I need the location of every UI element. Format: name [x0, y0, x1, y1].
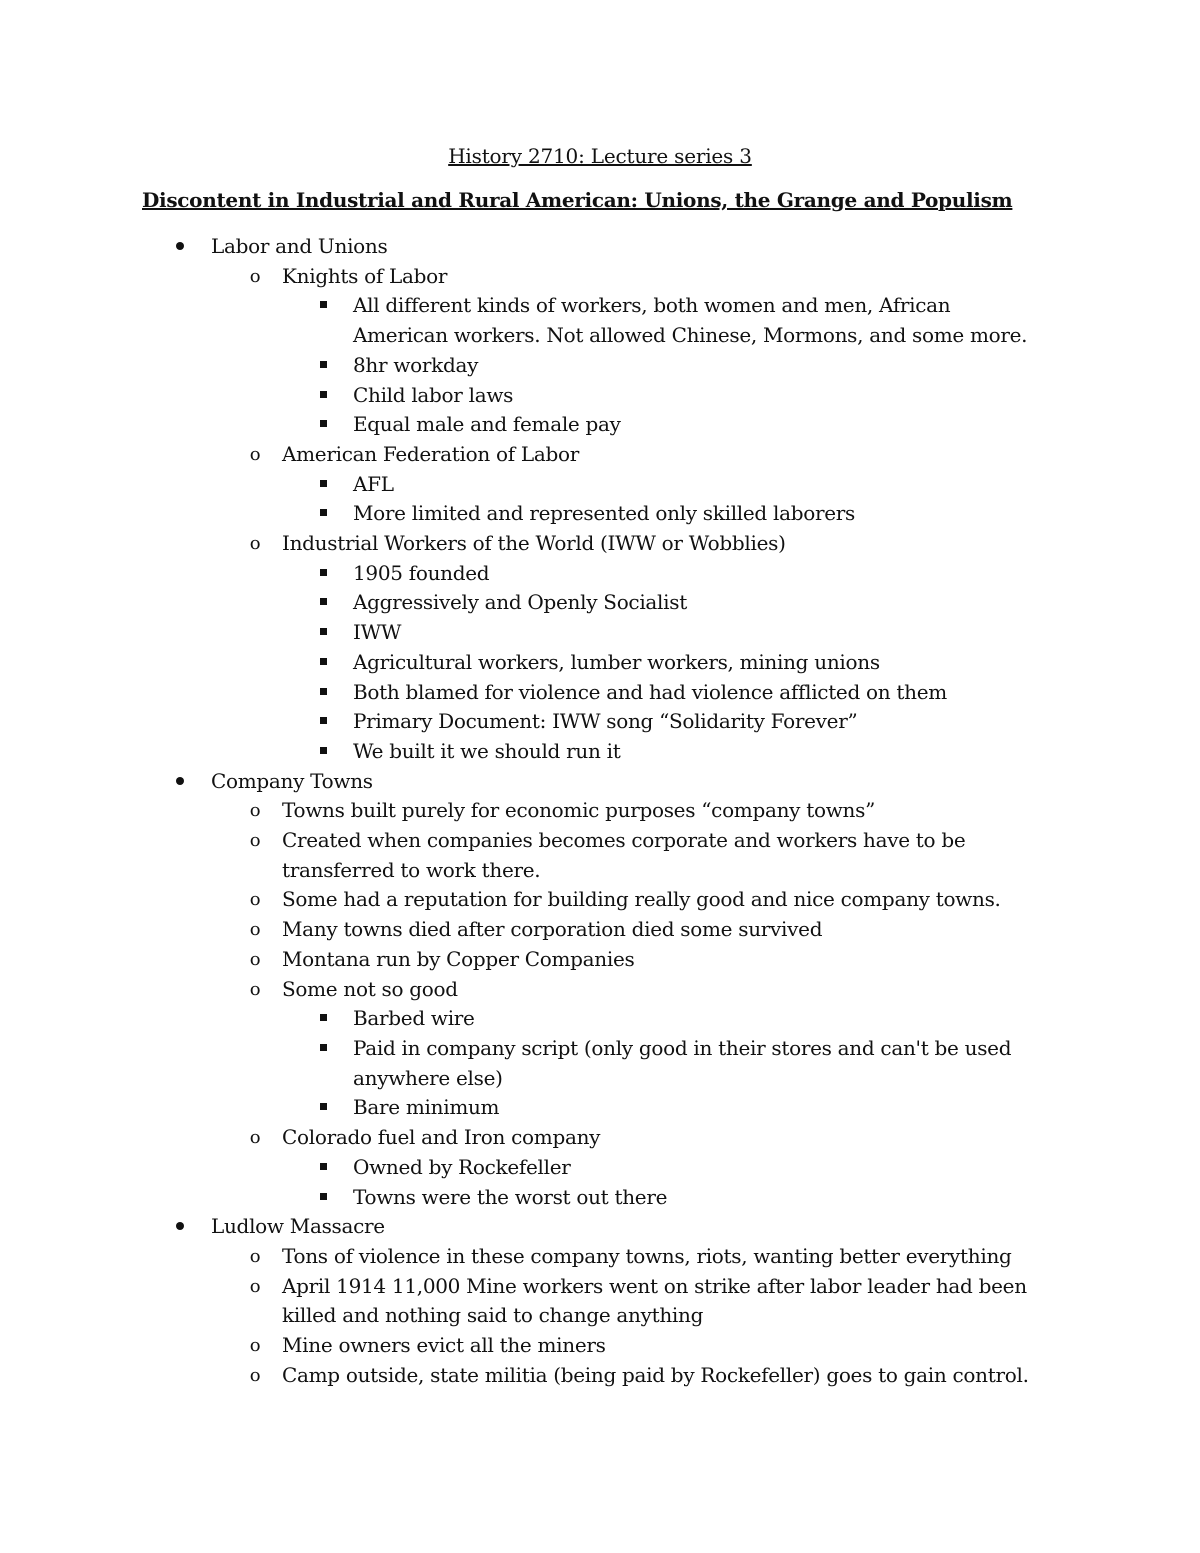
- outline-item-text: 8hr workday: [353, 352, 479, 377]
- bullet-square-icon: [315, 559, 331, 589]
- outline-point: [0, 291, 1043, 350]
- bullet-square-shape: [320, 420, 327, 427]
- outline-item-text: All different kinds of workers, both women and men, African American workers. Not allowed Chinese, Mormons, and some more.: [353, 293, 1028, 348]
- outline-item-text: Child labor laws: [353, 382, 514, 407]
- outline-item-text: Aggressively and Openly Socialist: [353, 590, 687, 615]
- outline-subtopic: [0, 1272, 1082, 1331]
- outline-item-text: Montana run by Copper Companies: [282, 946, 635, 971]
- bullet-square-icon: [315, 1004, 331, 1034]
- bullet-square-icon: [315, 588, 331, 618]
- bullet-square-shape: [320, 391, 327, 398]
- bullet-dot-shape: [176, 1222, 184, 1230]
- outline-subtopic: [0, 945, 1082, 975]
- bullet-circle-icon: o: [249, 1335, 261, 1357]
- bullet-square-shape: [320, 301, 327, 308]
- document-title: History 2710: Lecture series 3: [448, 144, 752, 168]
- outline-topic: [0, 767, 1200, 797]
- bullet-square-icon: [315, 470, 331, 500]
- outline-subtopic: [0, 975, 1082, 1005]
- outline-item-text: Some not so good: [282, 976, 458, 1001]
- outline-item-text: Ludlow Massacre: [211, 1214, 385, 1239]
- bullet-square-shape: [320, 628, 327, 635]
- outline-point: [0, 707, 1043, 737]
- outline-point: [0, 1034, 1043, 1093]
- bullet-square-icon: [315, 351, 331, 381]
- outline-item-text: Mine owners evict all the miners: [282, 1333, 606, 1358]
- bullet-circle-icon: o: [249, 830, 261, 852]
- bullet-square-shape: [320, 598, 327, 605]
- bullet-square-shape: [320, 688, 327, 695]
- bullet-circle-icon: o: [249, 533, 261, 555]
- bullet-square-shape: [320, 569, 327, 576]
- outline-item-text: Owned by Rockefeller: [353, 1154, 571, 1179]
- bullet-square-shape: [320, 1014, 327, 1021]
- outline-subtopic: [0, 440, 1082, 470]
- outline-point: [0, 737, 1043, 767]
- document-subtitle: Discontent in Industrial and Rural American: Unions, the Grange and Populism: [142, 188, 1013, 212]
- bullet-square-icon: [315, 1093, 331, 1123]
- bullet-square-shape: [320, 1193, 327, 1200]
- outline-point: [0, 499, 1043, 529]
- bullet-square-icon: [315, 1183, 331, 1213]
- bullet-circle-icon: o: [249, 1275, 261, 1297]
- bullet-square-shape: [320, 361, 327, 368]
- outline-item-text: Bare minimum: [353, 1095, 500, 1120]
- outline-subtopic: [0, 1331, 1082, 1361]
- bullet-square-icon: [315, 291, 331, 321]
- outline-item-text: April 1914 11,000 Mine workers went on strike after labor leader had been killed and nothing said to change anything: [282, 1273, 1027, 1328]
- bullet-square-shape: [320, 509, 327, 516]
- outline-item-text: We built it we should run it: [353, 738, 621, 763]
- outline-point: [0, 678, 1043, 708]
- bullet-dot-icon: [172, 1212, 188, 1242]
- outline-item-text: Both blamed for violence and had violence afflicted on them: [353, 679, 947, 704]
- bullet-square-icon: [315, 381, 331, 411]
- outline-point: [0, 588, 1043, 618]
- outline-point: [0, 410, 1043, 440]
- outline-item-text: Industrial Workers of the World (IWW or Wobblies): [282, 531, 786, 556]
- bullet-circle-icon: o: [249, 948, 261, 970]
- bullet-circle-icon: o: [249, 919, 261, 941]
- outline-item-text: Agricultural workers, lumber workers, mining unions: [353, 649, 880, 674]
- outline-item-text: Company Towns: [211, 768, 373, 793]
- bullet-square-icon: [315, 1153, 331, 1183]
- bullet-square-icon: [315, 1034, 331, 1064]
- outline-subtopic: [0, 1123, 1082, 1153]
- bullet-square-icon: [315, 618, 331, 648]
- bullet-square-shape: [320, 1103, 327, 1110]
- outline-item-text: American Federation of Labor: [282, 441, 580, 466]
- outline-point: [0, 648, 1043, 678]
- bullet-square-icon: [315, 737, 331, 767]
- bullet-dot-icon: [172, 232, 188, 262]
- outline-point: [0, 351, 1043, 381]
- outline-item-text: Equal male and female pay: [353, 412, 621, 437]
- outline-item-text: Knights of Labor: [282, 263, 448, 288]
- bullet-dot-shape: [176, 242, 184, 250]
- outline-item-text: Towns were the worst out there: [353, 1184, 668, 1209]
- outline-subtopic: [0, 826, 1082, 885]
- bullet-square-icon: [315, 410, 331, 440]
- outline-point: [0, 1004, 1043, 1034]
- outline-subtopic: [0, 1242, 1082, 1272]
- outline-point: [0, 1093, 1043, 1123]
- bullet-square-shape: [320, 717, 327, 724]
- outline-item-text: More limited and represented only skilled laborers: [353, 501, 855, 526]
- outline-point: [0, 618, 1043, 648]
- outline-subtopic: [0, 915, 1082, 945]
- bullet-circle-icon: o: [249, 443, 261, 465]
- outline-subtopic: [0, 262, 1082, 292]
- bullet-square-icon: [315, 499, 331, 529]
- bullet-circle-icon: o: [249, 1127, 261, 1149]
- outline-point: [0, 559, 1043, 589]
- bullet-square-icon: [315, 648, 331, 678]
- outline-item-text: AFL: [353, 471, 394, 496]
- outline-item-text: Labor and Unions: [211, 234, 388, 258]
- bullet-square-shape: [320, 1163, 327, 1170]
- outline-point: [0, 1153, 1043, 1183]
- bullet-circle-icon: o: [249, 889, 261, 911]
- bullet-dot-shape: [176, 777, 184, 785]
- outline-point: [0, 470, 1043, 500]
- outline-subtopic: [0, 1361, 1082, 1391]
- bullet-square-icon: [315, 707, 331, 737]
- outline-item-text: Created when companies becomes corporate and workers have to be transferred to work there.: [282, 828, 966, 882]
- outline-item-text: Colorado fuel and Iron company: [282, 1125, 601, 1150]
- outline-item-text: Tons of violence in these company towns, riots, wanting better everything: [282, 1243, 1012, 1268]
- outline-point: [0, 381, 1043, 411]
- outline-item-text: Primary Document: IWW song “Solidarity Forever”: [353, 709, 858, 734]
- bullet-circle-icon: o: [249, 978, 261, 1000]
- outline-item-text: Some had a reputation for building really good and nice company towns.: [282, 887, 1001, 912]
- outline-subtopic: [0, 796, 1082, 826]
- outline-topic: [0, 232, 1200, 262]
- bullet-circle-icon: o: [249, 1364, 261, 1386]
- outline-item-text: Barbed wire: [353, 1006, 475, 1031]
- outline-item-text: IWW: [353, 620, 402, 645]
- bullet-square-shape: [320, 658, 327, 665]
- outline-item-text: Many towns died after corporation died some survived: [282, 917, 823, 942]
- lecture-outline: [0, 232, 1200, 1390]
- bullet-circle-icon: o: [249, 800, 261, 822]
- outline-item-text: 1905 founded: [353, 560, 490, 585]
- bullet-circle-icon: o: [249, 265, 261, 287]
- bullet-dot-icon: [172, 767, 188, 797]
- bullet-square-icon: [315, 678, 331, 708]
- outline-topic: [0, 1212, 1200, 1242]
- outline-subtopic: [0, 885, 1082, 915]
- outline-subtopic: [0, 529, 1082, 559]
- bullet-circle-icon: o: [249, 1245, 261, 1267]
- outline-item-text: Camp outside, state militia (being paid by Rockefeller) goes to gain control.: [282, 1362, 1029, 1387]
- outline-item-text: Towns built purely for economic purposes “company towns”: [282, 798, 876, 823]
- bullet-square-shape: [320, 747, 327, 754]
- bullet-square-shape: [320, 480, 327, 487]
- bullet-square-shape: [320, 1044, 327, 1051]
- outline-item-text: Paid in company script (only good in their stores and can't be used anywhere else): [353, 1035, 1012, 1090]
- outline-point: [0, 1183, 1043, 1213]
